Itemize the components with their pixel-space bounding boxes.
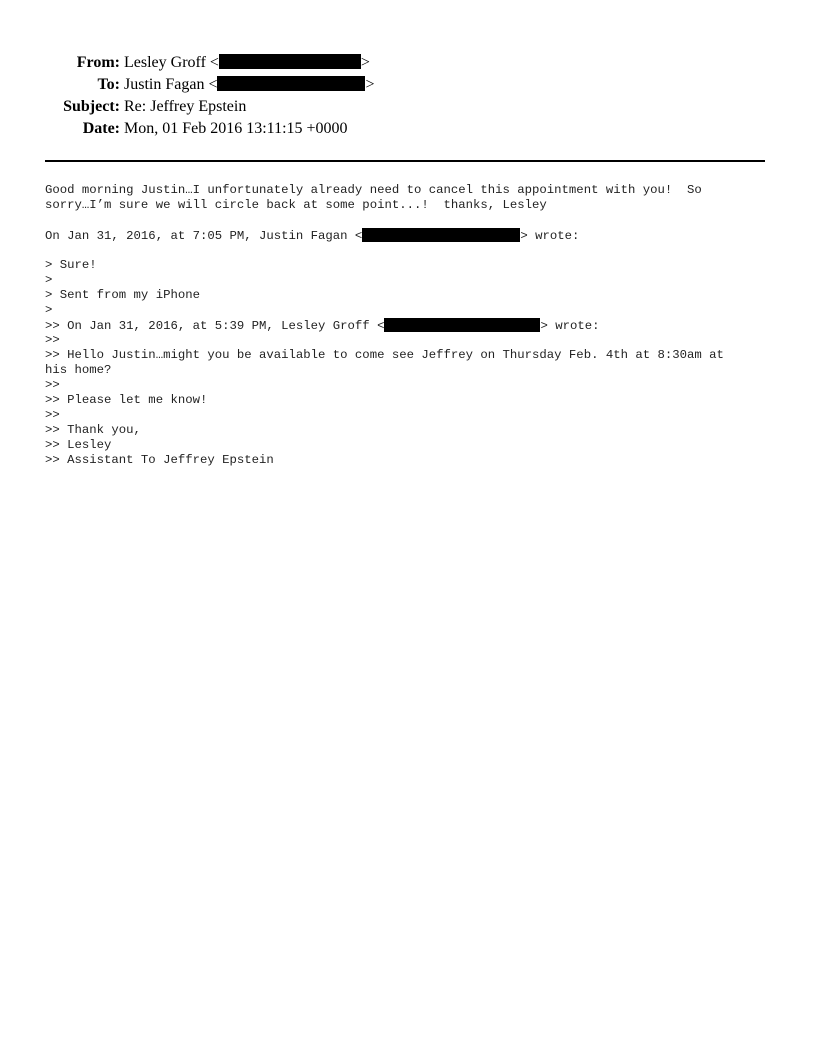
quote-header-end: > wrote: [520,229,580,243]
body-line: sorry…I’m sure we will circle back at some point...! thanks, Lesley [45,198,547,212]
quote-header-line [45,228,775,243]
from-name: Lesley Groff < [124,54,219,71]
from-label: From: [76,54,120,71]
quoted-line: > [45,273,53,287]
email-body [45,183,775,468]
quoted-line: > Sure! [45,258,97,272]
nested-quoted-line: >> [45,408,60,422]
nested-quote-header-line [45,318,775,333]
blank-line [45,243,775,258]
to-value [124,74,375,96]
redaction-block [219,54,361,69]
from-value [124,52,370,74]
blank-line [45,213,775,228]
nested-quoted-line: >> Please let me know! [45,393,208,407]
date-value: Mon, 01 Feb 2016 13:11:15 +0000 [124,120,348,137]
nested-quoted-line: his home? [45,363,112,377]
quoted-line: > [45,303,53,317]
redaction-block [384,318,540,332]
nested-quoted-line: >> Thank you, [45,423,141,437]
quoted-line: > Sent from my iPhone [45,288,200,302]
to-close: > [365,76,375,93]
redaction-block [362,228,520,242]
to-label: To: [97,76,120,93]
nested-quoted-line: >> Lesley [45,438,112,452]
redaction-block [217,76,365,91]
subject-label: Subject: [63,98,120,115]
subject-value: Re: Jeffrey Epstein [124,98,247,115]
to-name: Justin Fagan < [124,76,218,93]
nested-quote-header-end: > wrote: [540,319,600,333]
quote-header-text: On Jan 31, 2016, at 7:05 PM, Justin Fagan < [45,229,363,243]
body-line: Good morning Justin…I unfortunately already need to cancel this appointment with you! So [45,183,702,197]
nested-quoted-line: >> Assistant To Jeffrey Epstein [45,453,274,467]
header-divider [45,160,765,162]
nested-quoted-line: >> [45,333,60,347]
nested-quoted-line: >> Hello Justin…might you be available to come see Jeffrey on Thursday Feb. 4th at 8:30am at [45,348,724,362]
nested-quote-header-text: >> On Jan 31, 2016, at 5:39 PM, Lesley Groff < [45,319,385,333]
date-label: Date: [82,120,120,137]
nested-quoted-line: >> [45,378,60,392]
from-close: > [360,54,370,71]
